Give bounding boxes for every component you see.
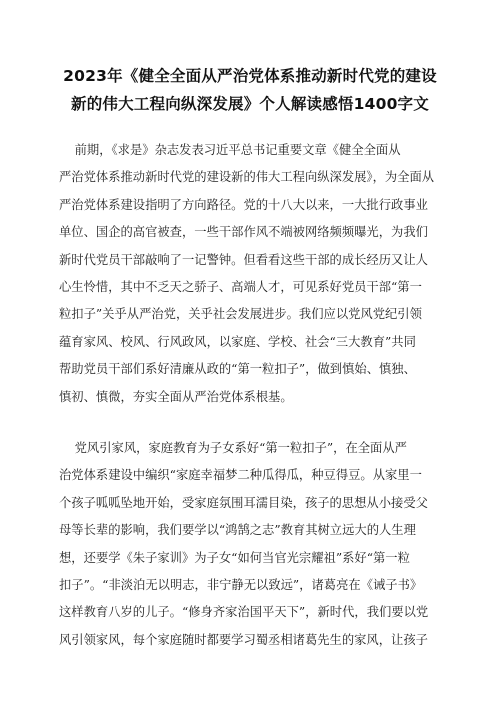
document-title — [58, 62, 442, 118]
text-line: 心生怜惜，其中不乏天之骄子、高端人才，可见系好党员干部“第一 — [59, 280, 422, 295]
paragraph-1 — [59, 137, 442, 411]
text-line: 党风引家风，家庭教育为子女系好“第一粒扣子”，在全面从严 — [59, 441, 407, 455]
text-line: 严治党体系建设指明了方向路径。党的十八大以来，一大批行政事业 — [59, 197, 428, 212]
text-line: 蕴育家风、校风、行风政风，以家庭、学校、社会“三大教育”共同 — [59, 334, 416, 349]
text-line: 粒扣子”关乎从严治党，关乎社会发展进步。我们应以党风党纪引领 — [59, 307, 422, 322]
text-line: 风引领家风，每个家庭随时都要学习蜀丞相诸葛先生的家风，让孩子 — [59, 632, 428, 647]
text-line: 个孩子呱呱坠地开始，受家庭氛围耳濡目染，孩子的思想从小接受父 — [59, 495, 428, 510]
text-line: 前期，《求是》杂志发表习近平总书记重要文章《健全全面从 — [59, 143, 401, 157]
text-line: 新时代党员干部敲响了一记警钟。但看看这些干部的成长经历又让人 — [59, 252, 428, 267]
title-line: 2023年《健全全面从严治党体系推动新时代党的建设 — [63, 67, 437, 85]
text-line: 母等长辈的影响，我们要学以“鸿鹄之志”教育其树立远大的人生理 — [59, 523, 416, 538]
text-line: 严治党体系推动新时代党的建设新的伟大工程向纵深发展》，为全面从 — [59, 170, 435, 185]
text-line: 帮助党员干部们系好清廉从政的“第一粒扣子”，做到慎始、慎独、 — [59, 362, 416, 377]
text-line: 这样教育八岁的儿子。“修身齐家治国平天下”，新时代，我们要以党 — [59, 605, 429, 620]
text-line: 治党体系建设中编织“家庭幸福梦二种瓜得瓜，种豆得豆。从家里一 — [59, 468, 422, 483]
title-line: 新的伟大工程向纵深发展》个人解读感悟1400字文 — [71, 95, 429, 113]
text-line: 想，还要学《朱子家训》为子女“如何当官光宗耀祖”系好“第一粒 — [59, 550, 410, 565]
text-line: 慎初、慎微，夯实全面从严治党体系根基。 — [59, 389, 293, 404]
text-line: 单位、国企的高官被查，一些干部作风不端被网络频频曝光，为我们 — [59, 225, 428, 240]
text-line: 扣子”。“非淡泊无以明志，非宁静无以致远”，诸葛亮在《诫子书》 — [59, 578, 423, 593]
paragraph-2 — [59, 435, 442, 654]
